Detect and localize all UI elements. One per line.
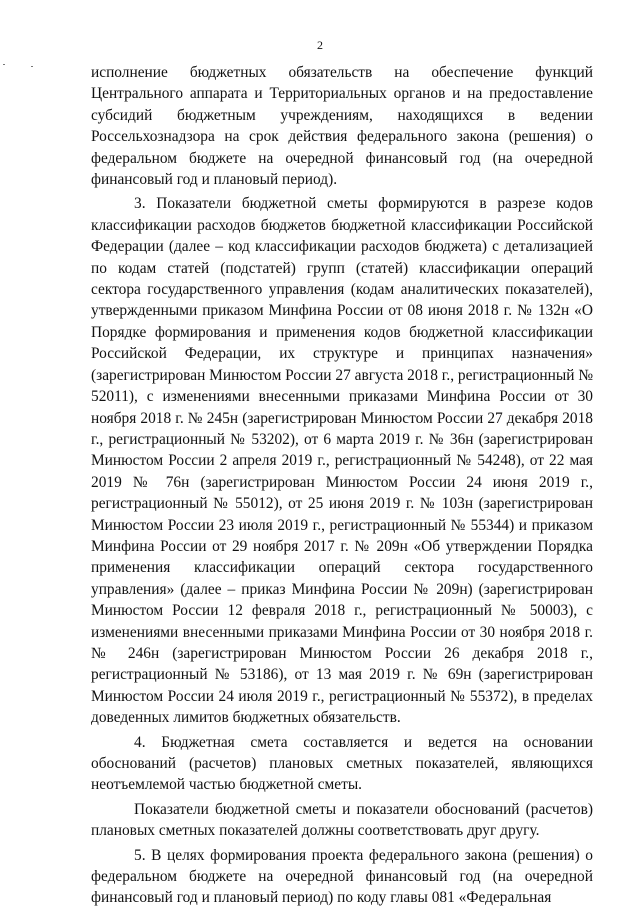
scan-artifact-mark — [3, 64, 5, 65]
scan-artifact-mark — [31, 66, 33, 67]
paragraph-continuation: исполнение бюджетных обязательств на обеспечение функций Центрального аппарата и Территориальных органов и на предоставление субсидий бюджетным учреждениям, находящихся в ведении Россельхознадзора на срок действия федерального закона (решения) о федеральном бюджете на очередной финансовый год (на очередной финансовый год и плановый период). — [91, 64, 593, 189]
paragraph-item-3: 3. Показатели бюджетной сметы формируются в разрезе кодов классификации расходов бюджетов бюджетной классификации Российской Федерации (далее – код классификации расходов бюджета) с детализацией по кодам статей (подстатей) групп (статей) классификации операций сектора государственного управления (кодам аналитических показателей), утвержденными приказом Минфина России от 08 июня 2018 г. № 132н «О Порядке формирования и применения кодов бюджетной классификации Российской Федерации, их структуре и принципах назначения» (зарегистрирован Минюстом России 27 августа 2018 г., регистрационный № 52011), с изменениями внесенными приказами Минфина России от 30 ноября 2018 г. № 245н (зарегистрирован Минюстом России 27 декабря 2018 г., регистрационный № 53202), от 6 марта 2019 г. № 36н (зарегистрирован Минюстом России 2 апреля 2019 г., регистрационный № 54248), от 22 мая 2019 № 76н (зарегистрирован Минюстом России 24 июня 2019 г., регистрационный № 55012), от 25 июня 2019 г. № 103н (зарегистрирован Минюстом России 23 июля 2019 г., регистрационный № 55344) и приказом Минфина России от 29 ноября 2017 г. № 209н «Об утверждении Порядка применения классификации операций сектора государственного управления» (далее – приказ Минфина России № 209н) (зарегистрирован Минюстом России 12 февраля 2018 г., регистрационный № 50003), с изменениями внесенными приказами Минфина России от 30 ноября 2018 г. № 246н (зарегистрирован Минюстом России 26 декабря 2018 г., регистрационный № 53186), от 13 мая 2019 г. № 69н (зарегистрирован Минюстом России 24 июля 2019 г., регистрационный № 55372), в пределах доведенных лимитов бюджетных обязательств. — [91, 195, 594, 727]
paragraph-item-4-continued: Показатели бюджетной сметы и показатели обоснований (расчетов) плановых сметных показателей должны соответствовать друг другу. — [91, 800, 593, 840]
document-body — [91, 62, 593, 909]
page-number: 2 — [317, 38, 323, 52]
paragraph-item-4: 4. Бюджетная смета составляется и ведется на основании обоснований (расчетов) плановых сметных показателей, являющихся неотъемлемой частью бюджетной сметы. — [91, 733, 593, 794]
paragraph-item-5: 5. В целях формирования проекта федерального закона (решения) о федеральном бюджете на очередной финансовый год (на очередной финансовый год и плановый период) по коду главы 081 «Федеральная — [91, 846, 593, 907]
